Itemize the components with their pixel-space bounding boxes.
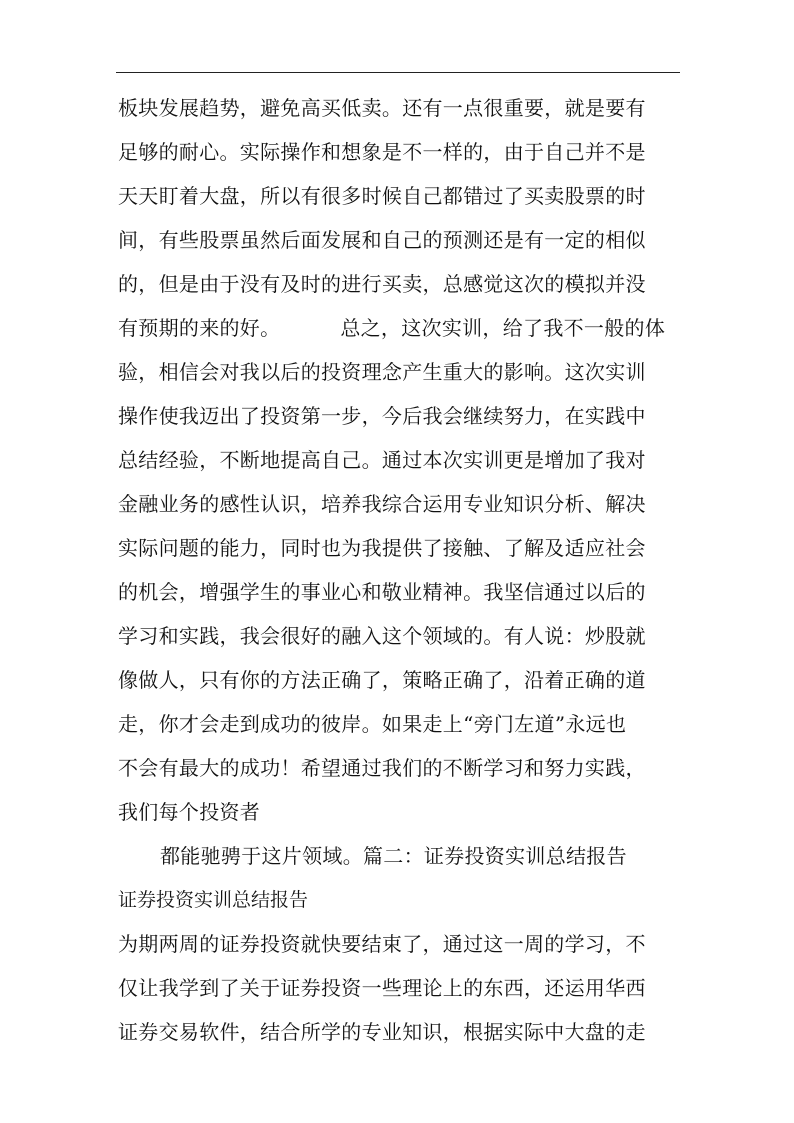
text-line: 足够的耐心。实际操作和想象是不一样的，由于自己并不是 — [118, 140, 646, 164]
text-line: 有预期的来的好。 总之，这次实训，给了我不一般的体 — [118, 316, 666, 340]
text-line: 学习和实践，我会很好的融入这个领域的。有人说：炒股就 — [118, 624, 646, 648]
text-line: 验，相信会对我以后的投资理念产生重大的影响。这次实训 — [118, 360, 646, 384]
text-line: 不会有最大的成功！希望通过我们的不断学习和努力实践， — [118, 756, 646, 780]
text-line: 的，但是由于没有及时的进行买卖，总感觉这次的模拟并没 — [118, 272, 646, 296]
text-line: 板块发展趋势，避免高买低卖。还有一点很重要，就是要有 — [118, 96, 646, 120]
text-line: 为期两周的证券投资就快要结束了，通过这一周的学习，不 — [118, 932, 646, 956]
text-line: 的机会，增强学生的事业心和敬业精神。我坚信通过以后的 — [118, 580, 646, 604]
text-line: 实际问题的能力，同时也为我提供了接触、了解及适应社会 — [118, 536, 646, 560]
text-line: 天天盯着大盘，所以有很多时候自己都错过了买卖股票的时 — [118, 184, 646, 208]
text-line: 间，有些股票虽然后面发展和自己的预测还是有一定的相似 — [118, 228, 646, 252]
text-line: 我们每个投资者 — [118, 800, 261, 824]
text-line: 操作使我迈出了投资第一步，今后我会继续努力，在实践中 — [118, 404, 646, 428]
text-line: 像做人，只有你的方法正确了，策略正确了，沿着正确的道 — [118, 668, 646, 692]
text-line: 都能驰骋于这片领域。篇二：证券投资实训总结报告 — [160, 844, 627, 868]
text-line: 走，你才会走到成功的彼岸。如果走上“旁门左道”永远也 — [118, 712, 627, 736]
text-line: 金融业务的感性认识，培养我综合运用专业知识分析、解决 — [118, 492, 646, 516]
text-line: 证券交易软件，结合所学的专业知识，根据实际中大盘的走 — [118, 1020, 646, 1044]
section-heading: 证券投资实训总结报告 — [118, 889, 309, 911]
text-line: 仅让我学到了关于证券投资一些理论上的东西，还运用华西 — [118, 976, 646, 1000]
text-line: 总结经验，不断地提高自己。通过本次实训更是增加了我对 — [118, 448, 646, 472]
header-rule — [116, 72, 680, 73]
